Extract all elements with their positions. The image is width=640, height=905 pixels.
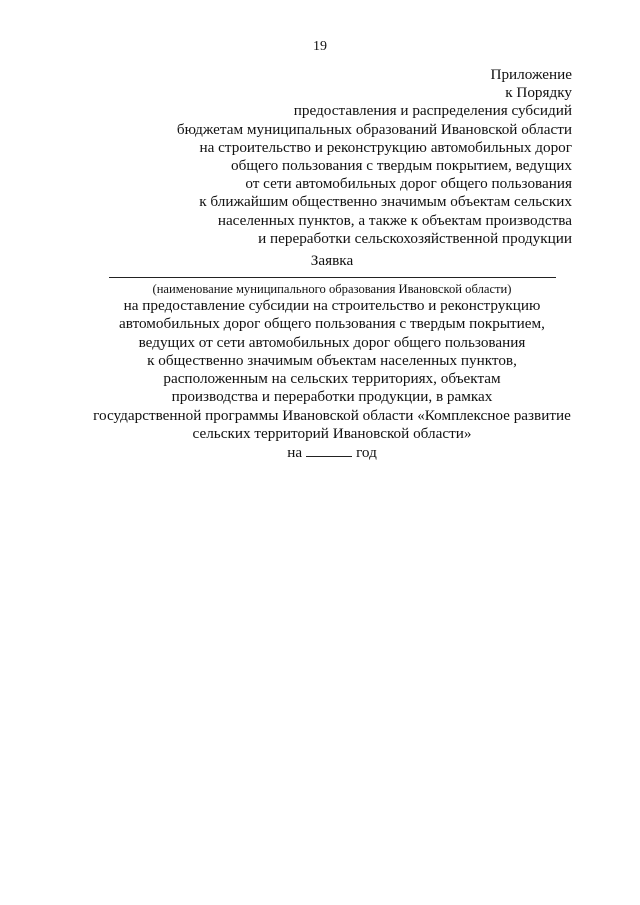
application-body-line: автомобильных дорог общего пользования с твердым покрытием, (119, 315, 545, 333)
appendix-line: к ближайшим общественно значимым объектам сельских (199, 193, 572, 211)
appendix-line: к Порядку (505, 84, 572, 102)
application-body-line: на предоставление субсидии на строительство и реконструкцию (123, 297, 541, 314)
appendix-header (102, 66, 572, 248)
year-blank (306, 443, 352, 457)
application-block (0, 252, 640, 463)
application-body-line: сельских территорий Ивановской области» (192, 425, 472, 443)
year-suffix: год (356, 444, 377, 462)
appendix-line: и переработки сельскохозяйственной продукции (258, 229, 572, 247)
appendix-line: общего пользования с твердым покрытием, ведущих (231, 157, 572, 175)
appendix-line: бюджетам муниципальных образований Ивановской области (176, 120, 572, 138)
municipality-name-caption: (наименование муниципального образования Ивановской области) (152, 282, 512, 296)
application-body-line: ведущих от сети автомобильных дорог общего пользования (138, 333, 526, 351)
application-body-line: государственной программы Ивановской области «Комплексное развитие (93, 406, 571, 424)
appendix-line: Приложение (490, 66, 572, 83)
appendix-line: на строительство и реконструкцию автомобильных дорог (199, 138, 572, 156)
appendix-line: от сети автомобильных дорог общего пользования (245, 175, 572, 193)
application-body-line: к общественно значимым объектам населенных пунктов, (147, 351, 517, 369)
appendix-line: населенных пунктов, а также к объектам производства (217, 211, 572, 229)
application-body-line: производства и переработки продукции, в рамках (171, 388, 493, 406)
appendix-line: предоставления и распределения субсидий (293, 102, 572, 120)
application-title: Заявка (310, 252, 354, 269)
year-prefix: на (287, 444, 303, 462)
application-body (0, 297, 640, 443)
page-number: 19 (313, 39, 327, 54)
application-body-line: расположенным на сельских территориях, объектам (163, 370, 501, 388)
year-line (0, 443, 640, 462)
municipality-name-blank (109, 277, 556, 278)
